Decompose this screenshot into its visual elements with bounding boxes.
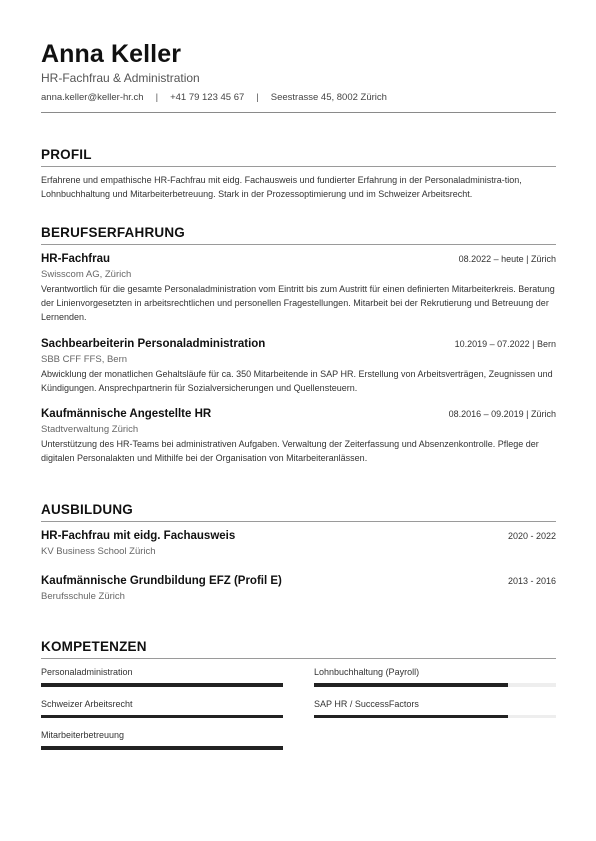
education-section [41,502,556,603]
degree-title: HR-Fachfrau mit eidg. Fachausweis [41,530,236,542]
degree-date: 2013 - 2016 [507,576,556,586]
contact-separator: | [256,92,259,103]
skill-level-fill [41,683,283,687]
skill-label: SAP HR / SuccessFactors [314,698,419,709]
job-date: 10.2019 – 07.2022 | Bern [454,338,556,349]
job-date: 08.2016 – 09.2019 | Zürich [448,409,556,420]
degree-school: KV Business School Zürich [41,546,156,557]
skill-level-fill [41,746,283,750]
degree-title: Kaufmännische Grundbildung EFZ (Profil E) [41,575,282,587]
candidate-name: Anna Keller [41,40,182,68]
skill-item [41,698,283,719]
section-divider [41,658,556,659]
section-heading: AUSBILDUNG [41,502,133,517]
skill-label: Personaladministration [41,667,133,677]
education-entry [41,529,556,558]
contact-line [41,91,556,104]
skills-grid [41,666,556,750]
profile-section [41,147,556,201]
job-date: 08.2022 – heute | Zürich [458,254,556,264]
job-employer: Swisscom AG, Zürich [41,269,132,280]
contact-phone[interactable]: +41 79 123 45 67 [170,92,245,103]
contact-separator: | [155,92,159,103]
job-title: Kaufmännische Angestellte HR [41,408,212,421]
skill-item [314,666,556,687]
skill-label: Schweizer Arbeitsrecht [41,698,133,709]
skill-level-fill [314,715,508,719]
skill-level-bar [41,715,283,719]
skills-section [41,639,556,750]
section-divider [41,166,556,167]
resume-header [41,40,556,113]
skill-item [41,729,283,750]
skill-level-bar [314,715,556,719]
header-divider [41,112,556,113]
skill-level-bar [41,683,283,687]
section-divider [41,244,556,245]
experience-section [41,225,556,465]
skill-level-fill [41,715,283,719]
skill-item [314,698,556,719]
job-description: Verantwortlich für die gesamte Personaladministration vom Eintritt bis zum Austritt für einen definierten Mitarbeiterkreis. Beratung der Linienvorgesetzten in arbeitsrechtlichen und personellen Fragestellungen. Mitarbeit bei der Rekrutierung und Betreuung der Lernenden. [41,284,555,323]
profile-text: Erfahrene und empathische HR-Fachfrau mit eidg. Fachausweis und fundierter Erfahrung in der Personaladministra-tion, Lohnbuchhaltung und Mitarbeiterbetreuung. Stark in der Prozessoptimierung und im Schweizer Arbeitsrecht. [41,175,522,199]
experience-entry [41,337,556,395]
job-title: Sachbearbeiterin Personaladministration [41,337,266,350]
section-heading: BERUFSERFAHRUNG [41,225,186,240]
job-description: Unterstützung des HR-Teams bei administrativen Aufgaben. Verwaltung der Zeiterfassung und Absenzenkontrolle. Pflege der digitalen Personalakten und Mithilfe bei der Organisation von Mitarbeiteranlässen. [41,439,539,464]
skill-label: Mitarbeiterbetreuung [41,730,125,740]
education-entry [41,574,556,603]
job-title: HR-Fachfrau [41,253,111,265]
section-heading: KOMPETENZEN [41,639,147,654]
degree-school: Berufsschule Zürich [41,591,125,602]
contact-email[interactable]: anna.keller@keller-hr.ch [41,92,144,103]
job-description: Abwicklung der monatlichen Gehaltsläufe für ca. 350 Mitarbeitende in SAP HR. Erstellung von Arbeitsverträgen, Zeugnissen und Kündigungen. Ansprechpartnerin für Sozialversicherungen und Quellensteuern. [41,368,553,393]
degree-date: 2020 - 2022 [507,531,556,541]
section-heading: PROFIL [41,147,92,162]
resume-page [41,40,556,740]
skill-level-bar [314,683,556,687]
job-employer: Stadtverwaltung Zürich [41,424,139,436]
job-employer: SBB CFF FFS, Bern [41,353,128,365]
section-divider [41,521,556,522]
skill-item [41,666,283,687]
skill-level-fill [314,683,508,687]
contact-address: Seestrasse 45, 8002 Zürich [270,92,387,103]
skill-level-bar [41,746,283,750]
experience-entry [41,252,556,325]
candidate-title: HR-Fachfrau & Administration [41,71,200,85]
skill-label: Lohnbuchhaltung (Payroll) [314,667,420,677]
experience-entry [41,407,556,465]
